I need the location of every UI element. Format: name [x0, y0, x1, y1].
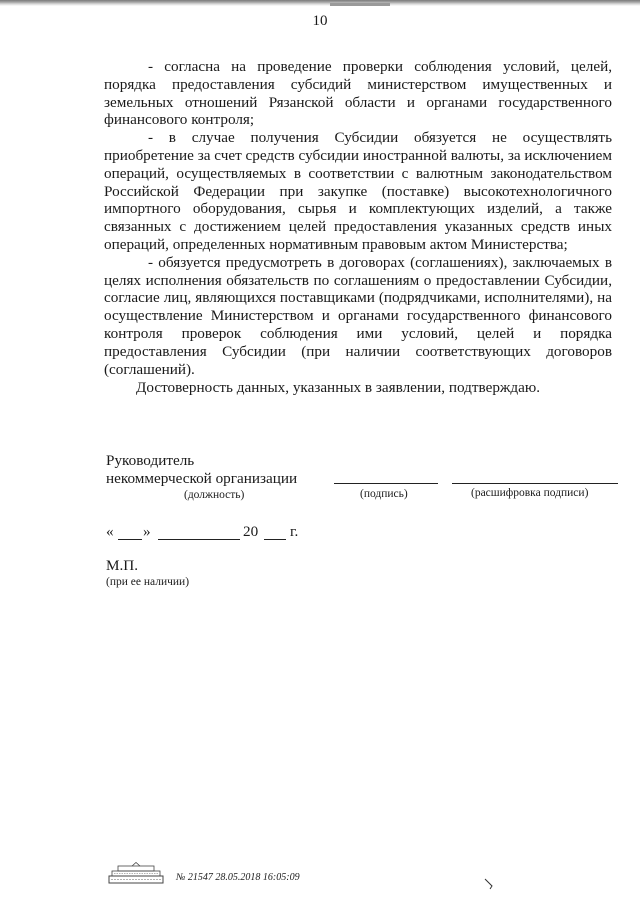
- day-blank: [118, 539, 142, 540]
- paragraph-consent-inspection: - согласна на проведение проверки соблюдения условий, целей, порядка предоставления субсидий министерством имущественных и земельных отношений Рязанской области и органами государственного финансового контроля;: [104, 58, 612, 129]
- year-suffix: г.: [290, 523, 299, 540]
- signature-line: [334, 483, 438, 484]
- signature-caption: (подпись): [360, 488, 408, 500]
- registry-logo-icon: [108, 862, 164, 884]
- signer-title-line2: некоммерческой организации: [106, 470, 298, 487]
- date-open-quote: «: [106, 523, 114, 540]
- month-blank: [158, 539, 240, 540]
- page-number: 10: [312, 13, 328, 29]
- paragraph-currency-restriction: - в случае получения Субсидии обязуется не осуществлять приобретение за счет средств субсидии иностранной валюты, за исключением операций, осуществляемых в соответствии с валютным законодательством Российской Федерации при закупке (поставке) высокотехнологичного импортного оборудования, сырья и комплектующих изделий, а также связанных с достижением целей предоставления указанных средств иных операций, определенных нормативным правовым актом Министерства;: [104, 129, 612, 253]
- year-prefix: 20: [243, 523, 259, 540]
- year-blank: [264, 539, 286, 540]
- date-close-quote: »: [143, 523, 151, 540]
- scan-edge-mark: [330, 3, 390, 6]
- decode-caption: (расшифровка подписи): [471, 487, 589, 499]
- signature-decode-line: [452, 483, 618, 484]
- paragraph-confirmation: Достоверность данных, указанных в заявлении, подтверждаю.: [136, 379, 541, 397]
- stamp-label: М.П.: [106, 557, 139, 574]
- document-body: [104, 58, 612, 397]
- stamp-note: (при ее наличии): [106, 576, 190, 588]
- scan-corner-mark: [484, 878, 496, 890]
- paragraph-contract-obligation: - обязуется предусмотреть в договорах (соглашениях), заключаемых в целях исполнения обязательств по соглашениям о предоставлении Субсидии, согласие лиц, являющихся поставщиками (подрядчиками, исполнителями), на осуществление Министерством и органами государственного финансового контроля проверок соблюдения ими условий, целей и порядка предоставления Субсидии (при наличии соответствующих договоров (соглашений).: [104, 253, 612, 378]
- scan-edge-artifact: [0, 0, 640, 6]
- signer-title-line1: Руководитель: [106, 452, 195, 469]
- position-caption: (должность): [184, 489, 245, 501]
- registration-footer: № 21547 28.05.2018 16:05:09: [176, 872, 300, 883]
